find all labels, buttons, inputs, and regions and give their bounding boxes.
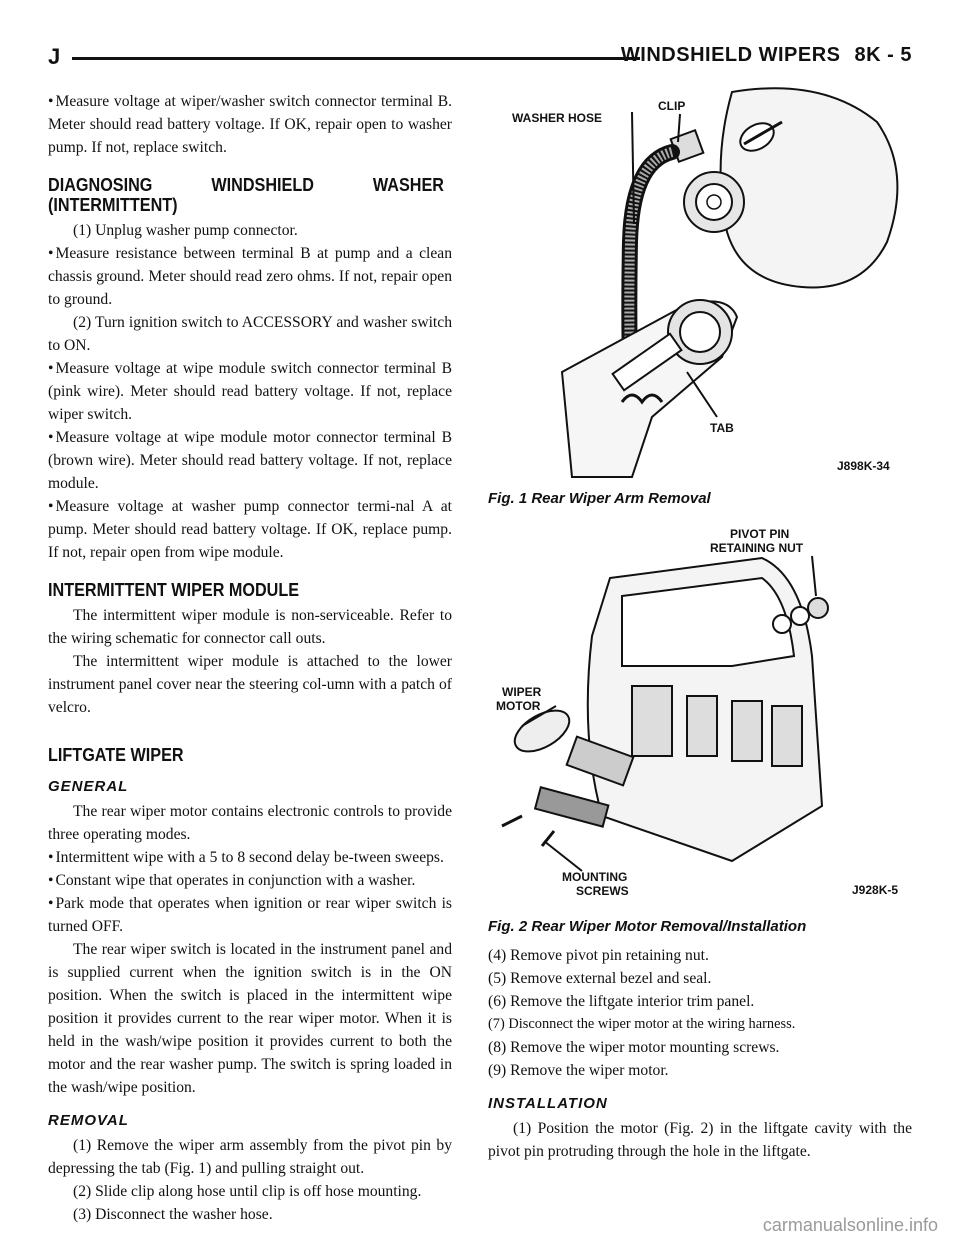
header-rule [72, 57, 640, 60]
general-bullet-3: • Park mode that operates when ignition or rear wiper switch is turned OFF. [48, 892, 452, 938]
page-header [48, 44, 912, 74]
clip-label: CLIP [658, 99, 686, 113]
pivot-label-2: RETAINING NUT [710, 541, 804, 555]
general-para-2: The rear wiper switch is located in the instrument panel and is supplied current when the ignition switch is in the ON position. When the switch is placed in the intermittent wipe position it provides current to the rear wiper motor. When it is held in the wash/wipe position it provides current to both the motor and the rear washer pump. The switch is spring loaded in the wash/wipe position. [48, 941, 452, 1096]
iwm-heading: INTERMITTENT WIPER MODULE [48, 580, 300, 600]
pivot-label-1: PIVOT PIN [730, 527, 790, 541]
header-title [621, 44, 912, 67]
diag-bullet-3: • Measure voltage at wipe module motor connector terminal B (brown wire). Meter should read battery voltage. If not, replace module. [48, 426, 452, 495]
fig2-code: J928K-5 [852, 883, 899, 897]
general-bullet-2: • Constant wipe that operates in conjunction with a washer. [48, 869, 452, 892]
rear-wiper-arm-illustration [482, 82, 912, 486]
step-4: (4) Remove pivot pin retaining nut. [488, 947, 709, 964]
general-para-1: The rear wiper motor contains electronic controls to provide three operating modes. [48, 803, 452, 843]
diag-bullet-2: • Measure voltage at wipe module switch connector terminal B (pink wire). Meter should read battery voltage. If not, replace wiper switch. [48, 357, 452, 426]
install-step-1: (1) Position the motor (Fig. 2) in the liftgate cavity with the pivot pin protruding through the hole in the liftgate. [488, 1120, 912, 1160]
rear-wiper-motor-illustration [482, 516, 912, 912]
tab-label: TAB [710, 421, 734, 435]
motor-label: MOTOR [496, 699, 541, 713]
diag-bullet-4: • Measure voltage at washer pump connector termi-nal A at pump. Meter should read battery voltage. If OK, replace pump. If not, repair open from wipe module. [48, 495, 452, 564]
header-letter: J [48, 44, 61, 69]
removal-step-1: (1) Remove the wiper arm assembly from the pivot pin by depressing the tab (Fig. 1) and pulling straight out. [48, 1137, 452, 1177]
mounting-label: MOUNTING [562, 870, 628, 884]
iwm-para-1: The intermittent wiper module is non-serviceable. Refer to the wiring schematic for connector call outs. [48, 607, 452, 647]
diag-heading: DIAGNOSING WINDSHIELD WASHER (INTERMITTENT) [48, 175, 444, 215]
installation-heading: INSTALLATION [488, 1095, 608, 1112]
liftgate-heading: LIFTGATE WIPER [48, 745, 184, 765]
removal-step-2: (2) Slide clip along hose until clip is off hose mounting. [73, 1183, 422, 1200]
step-6: (6) Remove the liftgate interior trim panel. [488, 993, 755, 1010]
page-number: 8K - 5 [854, 44, 912, 66]
diag-step-2: (2) Turn ignition switch to ACCESSORY and washer switch to ON. [48, 314, 452, 354]
fig2-caption: Fig. 2 Rear Wiper Motor Removal/Installation [488, 918, 807, 935]
removal-heading: REMOVAL [48, 1112, 129, 1129]
screws-label: SCREWS [576, 884, 629, 898]
general-heading: GENERAL [48, 778, 129, 795]
watermark: carmanualsonline.info [762, 1215, 938, 1235]
step-8: (8) Remove the wiper motor mounting screws. [488, 1039, 780, 1056]
wiper-label: WIPER [502, 685, 542, 699]
iwm-para-2: The intermittent wiper module is attached to the lower instrument panel cover near the steering col-umn with a patch of velcro. [48, 653, 452, 716]
step-9: (9) Remove the wiper motor. [488, 1062, 669, 1079]
removal-step-3: (3) Disconnect the washer hose. [73, 1206, 273, 1223]
washer-hose-label: WASHER HOSE [512, 111, 603, 125]
intro-bullet: • Measure voltage at wiper/washer switch connector terminal B. Meter should read battery voltage. If OK, repair open to washer pump. If not, replace switch. [48, 90, 452, 159]
right-column [488, 944, 912, 1163]
diag-step-1: (1) Unplug washer pump connector. [73, 222, 298, 239]
left-column [48, 90, 452, 1226]
diag-bullet-1: • Measure resistance between terminal B at pump and a clean chassis ground. Meter should read zero ohms. If not, repair open to ground. [48, 242, 452, 311]
step-5: (5) Remove external bezel and seal. [488, 970, 712, 987]
general-bullet-1: • Intermittent wipe with a 5 to 8 second delay be-tween sweeps. [48, 846, 452, 869]
step-7: (7) Disconnect the wiper motor at the wiring harness. [488, 1016, 796, 1032]
fig1-caption: Fig. 1 Rear Wiper Arm Removal [488, 490, 711, 507]
fig1-code: J898K-34 [837, 459, 890, 473]
section-title: WINDSHIELD WIPERS [620, 44, 841, 66]
